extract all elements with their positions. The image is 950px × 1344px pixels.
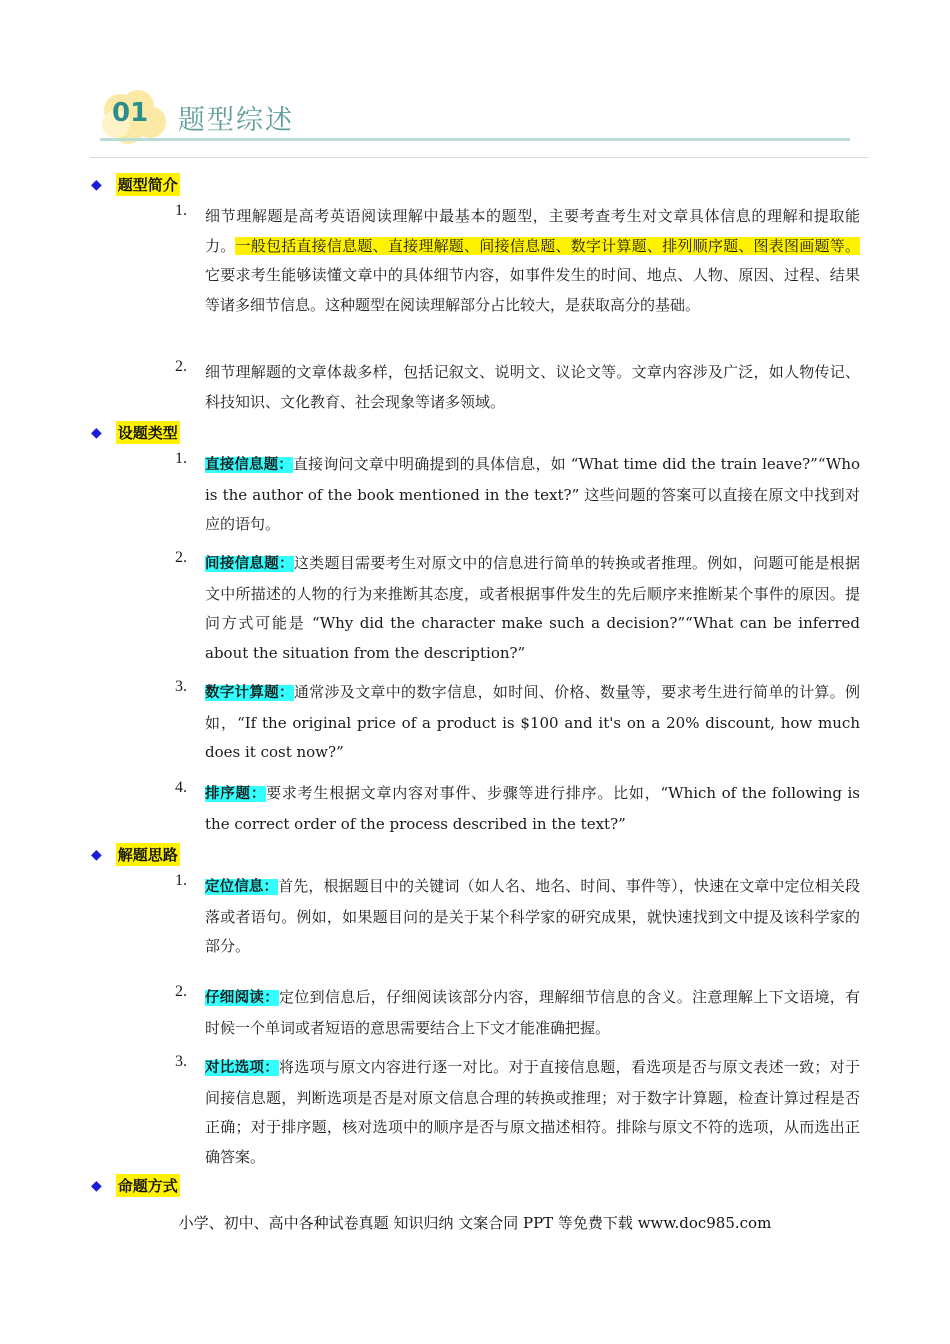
- page-footer: 小学、初中、高中各种试卷真题 知识归纳 文案合同 PPT 等免费下载 www.doc985.com: [178, 1214, 772, 1232]
- text-run: 首先，根据题目中的关键词（如人名、地名、时间、事件等），快速在文章中定位相关段落或者语句。例如，如果题目问的是关于某个科学家的研究成果，就快速找到文中提及该科学家的部分。: [205, 877, 861, 955]
- text-run: 直接询问文章中明确提到的具体信息，如 “What time did the train leave?”“Who is the author of the book mentioned in the text?” 这些问题的答案可以直接在原文中找到对应的语句。: [205, 455, 861, 533]
- item-number: 1.: [175, 450, 187, 467]
- item-text: 细节理解题的文章体裁多样，包括记叙文、说明文、议论文等。文章内容涉及广泛，如人物传记、科技知识、文化教育、社会现象等诸多领域。: [205, 363, 860, 411]
- section-heading-method: [91, 1174, 180, 1197]
- text-run: 细节理解题是高考英语阅读理解中最基本的题型，主要考查考生对文章具体信息的理解和提取能力。: [205, 207, 860, 255]
- section-label: 题型简介: [116, 173, 180, 196]
- item-text: [205, 779, 860, 839]
- diamond-bullet-icon: ◆: [91, 424, 102, 441]
- item-number: 2.: [175, 358, 187, 375]
- section-label: 解题思路: [116, 843, 180, 866]
- diamond-bullet-icon: ◆: [91, 176, 102, 193]
- item-text: [205, 872, 860, 962]
- divider: [90, 157, 868, 158]
- item-text: [205, 983, 860, 1043]
- highlighted-term: 直接信息题：: [205, 457, 293, 473]
- highlighted-term: 间接信息题：: [205, 556, 294, 572]
- item-text: [205, 1053, 860, 1172]
- text-run: 这类题目需要考生对原文中的信息进行简单的转换或者推理。例如，问题可能是根据文中所描述的人物的行为来推断其态度，或者根据事件发生的先后顺序来推断某个事件的原因。提问方式可能是 “Why did the character make such a decision?”“What can be inferred about the situation from the description?”: [205, 554, 860, 662]
- section-header: [92, 84, 872, 154]
- highlighted-term: 排序题：: [205, 786, 267, 802]
- text-run: 它要求考生能够读懂文章中的具体细节内容，如事件发生的时间、地点、人物、原因、过程、结果等诸多细节信息。这种题型在阅读理解部分占比较大，是获取高分的基础。: [205, 266, 860, 314]
- section-label: 设题类型: [116, 421, 180, 444]
- item-text: [205, 202, 860, 320]
- section-heading-intro: [91, 173, 180, 196]
- highlighted-term: 定位信息：: [205, 879, 279, 895]
- section-heading-types: [91, 421, 180, 444]
- section-label: 命题方式: [116, 1174, 180, 1197]
- section-number: 01: [112, 98, 149, 128]
- item-number: 3.: [175, 1053, 187, 1070]
- item-number: 3.: [175, 678, 187, 695]
- text-run: 要求考生根据文章内容对事件、步骤等进行排序。比如，“Which of the following is the correct order of the process described in the text?”: [205, 784, 861, 833]
- diamond-bullet-icon: ◆: [91, 1177, 102, 1194]
- item-text: [205, 549, 860, 668]
- text-run: 将选项与原文内容进行逐一对比。对于直接信息题，看选项是否与原文表述一致；对于间接信息题，判断选项是否是对原文信息合理的转换或推理；对于数字计算题，检查计算过程是否正确；对于排序题，核对选项中的顺序是否与原文描述相符。排除与原文不符的选项，从而选出正确答案。: [205, 1058, 861, 1166]
- item-number: 1.: [175, 202, 187, 219]
- highlighted-term: 数字计算题：: [205, 685, 294, 701]
- item-number: 2.: [175, 983, 187, 1000]
- header-underline: [100, 138, 850, 141]
- section-heading-ideas: [91, 843, 180, 866]
- item-text: [205, 450, 860, 540]
- page-title: 题型综述: [178, 105, 294, 136]
- text-run: 通常涉及文章中的数字信息，如时间、价格、数量等，要求考生进行简单的计算。例如，“If the original price of a product is $100 and it's on a 20% discount, how much does it cost now?”: [205, 683, 860, 761]
- highlighted-term: 对比选项：: [205, 1060, 279, 1076]
- diamond-bullet-icon: ◆: [91, 846, 102, 863]
- item-text: [205, 678, 860, 768]
- item-number: 1.: [175, 872, 187, 889]
- highlighted-term: 仔细阅读：: [205, 990, 279, 1006]
- item-number: 2.: [175, 549, 187, 566]
- highlighted-text: 一般包括直接信息题、直接理解题、间接信息题、数字计算题、排列顺序题、图表图画题等。: [235, 236, 860, 255]
- item-number: 4.: [175, 779, 187, 796]
- text-run: 定位到信息后，仔细阅读该部分内容，理解细节信息的含义。注意理解上下文语境，有时候一个单词或者短语的意思需要结合上下文才能准确把握。: [205, 988, 861, 1037]
